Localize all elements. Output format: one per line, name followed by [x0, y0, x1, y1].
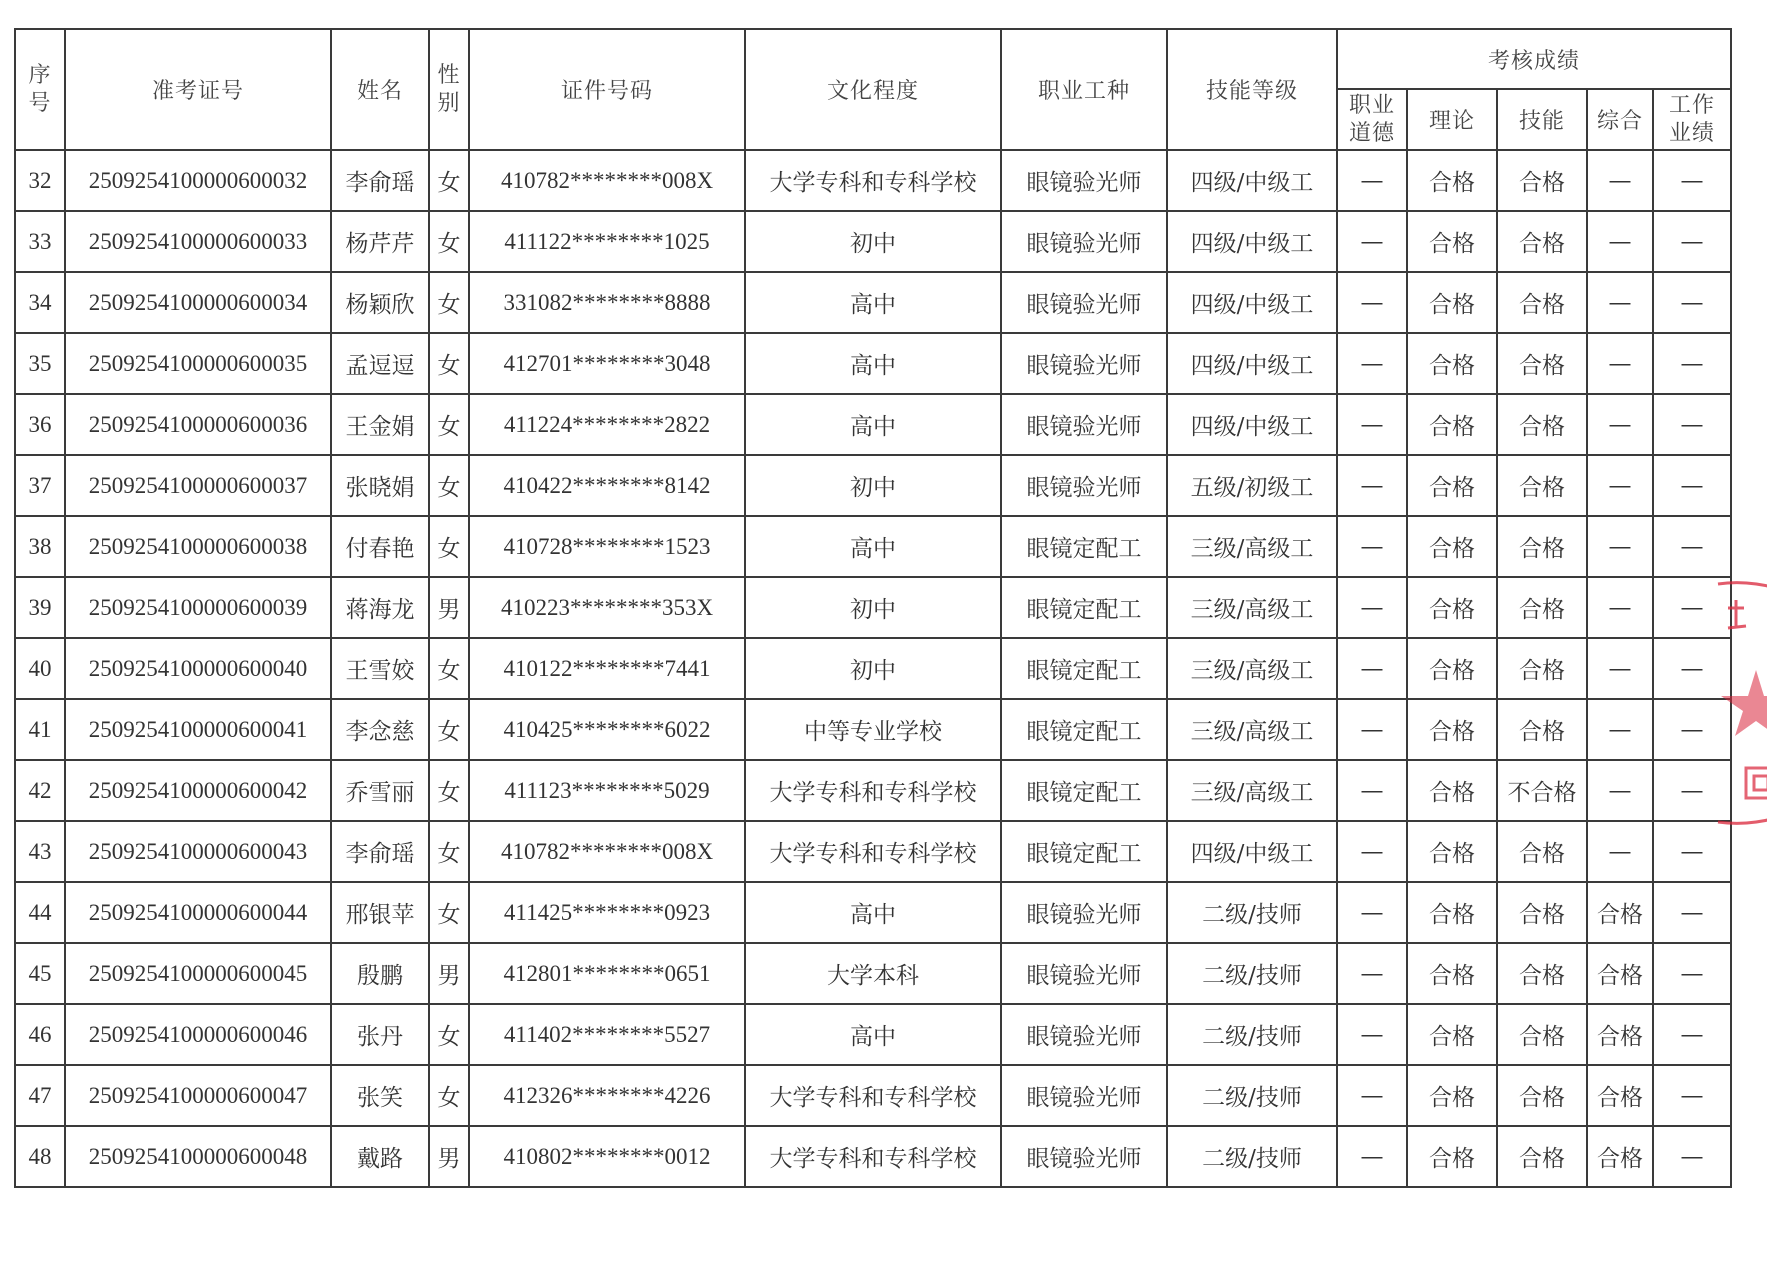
cell-exam-id: 2509254100000600039	[65, 577, 331, 638]
cell-level: 五级/初级工	[1167, 455, 1337, 516]
cell-name: 戴路	[331, 1126, 429, 1187]
cell-id-no: 412801********0651	[469, 943, 745, 1004]
cell-occupation: 眼镜验光师	[1001, 943, 1167, 1004]
cell-occupation: 眼镜验光师	[1001, 1004, 1167, 1065]
cell-occupation: 眼镜定配工	[1001, 516, 1167, 577]
cell-skill: 合格	[1497, 821, 1587, 882]
cell-exam-id: 2509254100000600037	[65, 455, 331, 516]
cell-ethics: —	[1337, 577, 1407, 638]
cell-education: 大学专科和专科学校	[745, 821, 1001, 882]
cell-comprehensive: —	[1587, 333, 1653, 394]
cell-theory: 合格	[1407, 211, 1497, 272]
cell-education: 高中	[745, 272, 1001, 333]
table-row	[15, 1065, 1731, 1126]
cell-ethics: —	[1337, 943, 1407, 1004]
cell-name: 王金娟	[331, 394, 429, 455]
cell-theory: 合格	[1407, 394, 1497, 455]
cell-theory: 合格	[1407, 638, 1497, 699]
table-row	[15, 577, 1731, 638]
table-row	[15, 699, 1731, 760]
cell-exam-id: 2509254100000600042	[65, 760, 331, 821]
cell-ethics: —	[1337, 882, 1407, 943]
cell-occupation: 眼镜验光师	[1001, 394, 1167, 455]
table-row	[15, 760, 1731, 821]
cell-occupation: 眼镜验光师	[1001, 455, 1167, 516]
cell-id-no: 410223********353X	[469, 577, 745, 638]
header-sub-yeji	[1653, 89, 1731, 150]
cell-no: 44	[15, 882, 65, 943]
cell-exam-id: 2509254100000600032	[65, 150, 331, 211]
cell-id-no: 412326********4226	[469, 1065, 745, 1126]
cell-exam-id: 2509254100000600034	[65, 272, 331, 333]
cell-education: 高中	[745, 516, 1001, 577]
cell-performance: —	[1653, 516, 1731, 577]
cell-comprehensive: —	[1587, 394, 1653, 455]
header-wenhua: 文化程度	[745, 29, 1001, 150]
cell-name: 蒋海龙	[331, 577, 429, 638]
cell-performance: —	[1653, 699, 1731, 760]
cell-performance: —	[1653, 638, 1731, 699]
cell-id-no: 410802********0012	[469, 1126, 745, 1187]
cell-no: 45	[15, 943, 65, 1004]
cell-education: 大学本科	[745, 943, 1001, 1004]
cell-performance: —	[1653, 150, 1731, 211]
cell-skill: 合格	[1497, 516, 1587, 577]
cell-comprehensive: —	[1587, 272, 1653, 333]
cell-gender: 女	[429, 272, 469, 333]
cell-exam-id: 2509254100000600044	[65, 882, 331, 943]
cell-gender: 女	[429, 821, 469, 882]
cell-occupation: 眼镜定配工	[1001, 821, 1167, 882]
cell-name: 李俞瑶	[331, 150, 429, 211]
cell-comprehensive: 合格	[1587, 882, 1653, 943]
cell-occupation: 眼镜定配工	[1001, 760, 1167, 821]
table-row	[15, 882, 1731, 943]
cell-exam-id: 2509254100000600048	[65, 1126, 331, 1187]
cell-occupation: 眼镜验光师	[1001, 1065, 1167, 1126]
results-sheet	[14, 28, 1730, 1188]
header-kaohe: 考核成绩	[1337, 29, 1731, 89]
cell-id-no: 410782********008X	[469, 821, 745, 882]
cell-level: 三级/高级工	[1167, 577, 1337, 638]
cell-theory: 合格	[1407, 1126, 1497, 1187]
cell-level: 二级/技师	[1167, 1065, 1337, 1126]
cell-exam-id: 2509254100000600035	[65, 333, 331, 394]
cell-performance: —	[1653, 760, 1731, 821]
cell-ethics: —	[1337, 333, 1407, 394]
cell-education: 高中	[745, 1004, 1001, 1065]
cell-performance: —	[1653, 394, 1731, 455]
header-sub-yeji-line1: 工作	[1669, 92, 1716, 118]
cell-performance: —	[1653, 821, 1731, 882]
cell-education: 初中	[745, 211, 1001, 272]
cell-theory: 合格	[1407, 943, 1497, 1004]
cell-ethics: —	[1337, 821, 1407, 882]
cell-level: 二级/技师	[1167, 1004, 1337, 1065]
cell-gender: 女	[429, 150, 469, 211]
table-row	[15, 150, 1731, 211]
cell-comprehensive: 合格	[1587, 1004, 1653, 1065]
cell-ethics: —	[1337, 455, 1407, 516]
cell-id-no: 410122********7441	[469, 638, 745, 699]
cell-ethics: —	[1337, 211, 1407, 272]
cell-gender: 女	[429, 1065, 469, 1126]
header-zhiye: 职业工种	[1001, 29, 1167, 150]
cell-occupation: 眼镜验光师	[1001, 150, 1167, 211]
cell-gender: 女	[429, 211, 469, 272]
cell-skill: 合格	[1497, 333, 1587, 394]
cell-performance: —	[1653, 333, 1731, 394]
cell-occupation: 眼镜验光师	[1001, 1126, 1167, 1187]
cell-skill: 合格	[1497, 638, 1587, 699]
cell-comprehensive: —	[1587, 516, 1653, 577]
cell-ethics: —	[1337, 1126, 1407, 1187]
header-xingbie-line1: 性	[437, 62, 461, 88]
table-row	[15, 1004, 1731, 1065]
table-row	[15, 821, 1731, 882]
cell-no: 33	[15, 211, 65, 272]
cell-skill: 合格	[1497, 1065, 1587, 1126]
cell-name: 李念慈	[331, 699, 429, 760]
cell-education: 初中	[745, 638, 1001, 699]
table-row	[15, 333, 1731, 394]
cell-education: 大学专科和专科学校	[745, 150, 1001, 211]
cell-comprehensive: 合格	[1587, 1126, 1653, 1187]
cell-level: 四级/中级工	[1167, 211, 1337, 272]
header-zhunkao: 准考证号	[65, 29, 331, 150]
cell-level: 三级/高级工	[1167, 516, 1337, 577]
cell-no: 47	[15, 1065, 65, 1126]
cell-level: 三级/高级工	[1167, 760, 1337, 821]
cell-theory: 合格	[1407, 150, 1497, 211]
cell-id-no: 411425********0923	[469, 882, 745, 943]
cell-performance: —	[1653, 1065, 1731, 1126]
header-xingbie	[429, 29, 469, 150]
cell-performance: —	[1653, 943, 1731, 1004]
cell-ethics: —	[1337, 394, 1407, 455]
cell-no: 41	[15, 699, 65, 760]
cell-theory: 合格	[1407, 1004, 1497, 1065]
cell-education: 中等专业学校	[745, 699, 1001, 760]
cell-exam-id: 2509254100000600040	[65, 638, 331, 699]
header-zhengjian: 证件号码	[469, 29, 745, 150]
cell-comprehensive: 合格	[1587, 943, 1653, 1004]
cell-name: 张笑	[331, 1065, 429, 1126]
cell-education: 大学专科和专科学校	[745, 1126, 1001, 1187]
cell-gender: 女	[429, 1004, 469, 1065]
header-xingbie-line2: 别	[437, 90, 461, 116]
cell-education: 大学专科和专科学校	[745, 760, 1001, 821]
cell-performance: —	[1653, 272, 1731, 333]
cell-name: 杨颖欣	[331, 272, 429, 333]
cell-exam-id: 2509254100000600043	[65, 821, 331, 882]
table-row	[15, 516, 1731, 577]
cell-gender: 女	[429, 638, 469, 699]
cell-name: 乔雪丽	[331, 760, 429, 821]
cell-performance: —	[1653, 882, 1731, 943]
cell-comprehensive: —	[1587, 638, 1653, 699]
cell-gender: 女	[429, 882, 469, 943]
cell-no: 40	[15, 638, 65, 699]
cell-level: 二级/技师	[1167, 882, 1337, 943]
cell-name: 张晓娟	[331, 455, 429, 516]
cell-theory: 合格	[1407, 272, 1497, 333]
cell-exam-id: 2509254100000600046	[65, 1004, 331, 1065]
table-row	[15, 943, 1731, 1004]
table-row	[15, 394, 1731, 455]
cell-comprehensive: —	[1587, 211, 1653, 272]
cell-occupation: 眼镜验光师	[1001, 272, 1167, 333]
cell-theory: 合格	[1407, 699, 1497, 760]
cell-no: 36	[15, 394, 65, 455]
cell-id-no: 410782********008X	[469, 150, 745, 211]
cell-level: 四级/中级工	[1167, 394, 1337, 455]
table-row	[15, 1126, 1731, 1187]
cell-skill: 合格	[1497, 882, 1587, 943]
cell-theory: 合格	[1407, 760, 1497, 821]
cell-education: 初中	[745, 577, 1001, 638]
cell-name: 邢银苹	[331, 882, 429, 943]
cell-education: 高中	[745, 394, 1001, 455]
table-row	[15, 211, 1731, 272]
cell-skill: 合格	[1497, 394, 1587, 455]
cell-no: 48	[15, 1126, 65, 1187]
cell-level: 四级/中级工	[1167, 272, 1337, 333]
cell-id-no: 411402********5527	[469, 1004, 745, 1065]
table-row	[15, 272, 1731, 333]
cell-exam-id: 2509254100000600033	[65, 211, 331, 272]
header-jineng-level: 技能等级	[1167, 29, 1337, 150]
cell-level: 三级/高级工	[1167, 699, 1337, 760]
header-xuhao-line1: 序	[28, 62, 52, 88]
cell-id-no: 411224********2822	[469, 394, 745, 455]
cell-ethics: —	[1337, 272, 1407, 333]
cell-no: 32	[15, 150, 65, 211]
header-sub-daode-line2: 道德	[1348, 120, 1395, 146]
cell-name: 王雪姣	[331, 638, 429, 699]
cell-theory: 合格	[1407, 455, 1497, 516]
cell-theory: 合格	[1407, 821, 1497, 882]
cell-skill: 合格	[1497, 1004, 1587, 1065]
cell-gender: 男	[429, 943, 469, 1004]
cell-performance: —	[1653, 577, 1731, 638]
cell-level: 三级/高级工	[1167, 638, 1337, 699]
cell-skill: 合格	[1497, 943, 1587, 1004]
header-xuhao-line2: 号	[28, 90, 52, 116]
header-xuhao	[15, 29, 65, 150]
cell-no: 38	[15, 516, 65, 577]
cell-no: 46	[15, 1004, 65, 1065]
cell-ethics: —	[1337, 516, 1407, 577]
cell-comprehensive: —	[1587, 821, 1653, 882]
cell-ethics: —	[1337, 150, 1407, 211]
cell-name: 杨芹芹	[331, 211, 429, 272]
cell-exam-id: 2509254100000600047	[65, 1065, 331, 1126]
header-sub-daode-line1: 职业	[1348, 92, 1395, 118]
cell-ethics: —	[1337, 1065, 1407, 1126]
results-table	[14, 28, 1732, 1188]
cell-name: 付春艳	[331, 516, 429, 577]
cell-education: 初中	[745, 455, 1001, 516]
cell-theory: 合格	[1407, 1065, 1497, 1126]
table-body	[15, 150, 1731, 1187]
cell-id-no: 331082********8888	[469, 272, 745, 333]
cell-no: 39	[15, 577, 65, 638]
cell-performance: —	[1653, 211, 1731, 272]
cell-id-no: 410422********8142	[469, 455, 745, 516]
cell-level: 二级/技师	[1167, 943, 1337, 1004]
cell-gender: 女	[429, 394, 469, 455]
header-sub-yeji-line2: 业绩	[1669, 120, 1716, 146]
cell-level: 四级/中级工	[1167, 333, 1337, 394]
cell-ethics: —	[1337, 638, 1407, 699]
cell-education: 高中	[745, 333, 1001, 394]
header-sub-jineng: 技能	[1497, 89, 1587, 150]
table-row	[15, 455, 1731, 516]
header-sub-lilun: 理论	[1407, 89, 1497, 150]
cell-gender: 男	[429, 577, 469, 638]
cell-theory: 合格	[1407, 516, 1497, 577]
cell-comprehensive: —	[1587, 455, 1653, 516]
cell-skill: 合格	[1497, 272, 1587, 333]
cell-exam-id: 2509254100000600036	[65, 394, 331, 455]
cell-exam-id: 2509254100000600041	[65, 699, 331, 760]
cell-exam-id: 2509254100000600045	[65, 943, 331, 1004]
cell-occupation: 眼镜定配工	[1001, 577, 1167, 638]
cell-no: 43	[15, 821, 65, 882]
header-sub-zonghe: 综合	[1587, 89, 1653, 150]
header-sub-daode	[1337, 89, 1407, 150]
cell-no: 34	[15, 272, 65, 333]
cell-performance: —	[1653, 1004, 1731, 1065]
header-xingming: 姓名	[331, 29, 429, 150]
cell-no: 42	[15, 760, 65, 821]
table-header	[15, 29, 1731, 150]
cell-comprehensive: 合格	[1587, 1065, 1653, 1126]
cell-id-no: 412701********3048	[469, 333, 745, 394]
cell-ethics: —	[1337, 699, 1407, 760]
cell-performance: —	[1653, 1126, 1731, 1187]
cell-occupation: 眼镜验光师	[1001, 882, 1167, 943]
cell-comprehensive: —	[1587, 150, 1653, 211]
cell-gender: 女	[429, 333, 469, 394]
cell-occupation: 眼镜定配工	[1001, 699, 1167, 760]
cell-skill: 合格	[1497, 455, 1587, 516]
cell-skill: 不合格	[1497, 760, 1587, 821]
cell-level: 二级/技师	[1167, 1126, 1337, 1187]
cell-comprehensive: —	[1587, 760, 1653, 821]
cell-id-no: 411123********5029	[469, 760, 745, 821]
cell-comprehensive: —	[1587, 699, 1653, 760]
cell-occupation: 眼镜验光师	[1001, 211, 1167, 272]
cell-skill: 合格	[1497, 150, 1587, 211]
cell-gender: 女	[429, 699, 469, 760]
cell-id-no: 411122********1025	[469, 211, 745, 272]
cell-theory: 合格	[1407, 333, 1497, 394]
cell-id-no: 410728********1523	[469, 516, 745, 577]
cell-level: 四级/中级工	[1167, 150, 1337, 211]
cell-gender: 女	[429, 516, 469, 577]
cell-skill: 合格	[1497, 211, 1587, 272]
cell-ethics: —	[1337, 760, 1407, 821]
cell-skill: 合格	[1497, 577, 1587, 638]
cell-gender: 男	[429, 1126, 469, 1187]
cell-name: 孟逗逗	[331, 333, 429, 394]
cell-skill: 合格	[1497, 1126, 1587, 1187]
table-row	[15, 638, 1731, 699]
cell-theory: 合格	[1407, 577, 1497, 638]
cell-theory: 合格	[1407, 882, 1497, 943]
cell-comprehensive: —	[1587, 577, 1653, 638]
cell-gender: 女	[429, 760, 469, 821]
cell-no: 37	[15, 455, 65, 516]
cell-gender: 女	[429, 455, 469, 516]
cell-education: 高中	[745, 882, 1001, 943]
cell-occupation: 眼镜验光师	[1001, 333, 1167, 394]
cell-id-no: 410425********6022	[469, 699, 745, 760]
cell-level: 四级/中级工	[1167, 821, 1337, 882]
cell-name: 李俞瑶	[331, 821, 429, 882]
cell-no: 35	[15, 333, 65, 394]
cell-performance: —	[1653, 455, 1731, 516]
cell-name: 张丹	[331, 1004, 429, 1065]
cell-name: 殷鹏	[331, 943, 429, 1004]
cell-education: 大学专科和专科学校	[745, 1065, 1001, 1126]
cell-exam-id: 2509254100000600038	[65, 516, 331, 577]
cell-ethics: —	[1337, 1004, 1407, 1065]
cell-skill: 合格	[1497, 699, 1587, 760]
cell-occupation: 眼镜定配工	[1001, 638, 1167, 699]
